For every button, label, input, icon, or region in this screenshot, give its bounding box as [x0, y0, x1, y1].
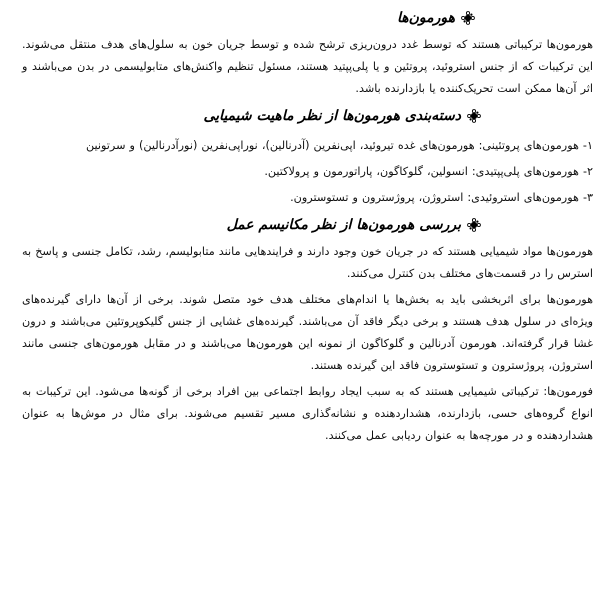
flower-bullet-icon: [467, 109, 481, 123]
paragraph: فورمون‌ها: ترکیباتی شیمیایی هستند که به سبب ایجاد روابط اجتماعی بین افراد برخی از گونه‌ها می‌شود. این ترکیبات به انواع گروه‌های حسی، بازدارنده، هشداردهنده و نشانه‌گذاری مسیر تقسیم می‌شوند. برای مثال در موش‌ها به عنوان هشداردهنده و در مورچه‌ها به عنوان ردیابی عمل می‌کنند.: [22, 385, 593, 442]
section-heading-classification: [22, 104, 593, 128]
paragraph: هورمون‌ها برای اثربخشی باید به بخش‌ها یا اندام‌های مختلف هدف خود متصل شوند. برخی از آن‌ها دارای گیرنده‌های ویژه‌ای در سلول هدف هستند و برخی دیگر فاقد آن می‌باشند. گیرنده‌های غشایی از جنس گلیکوپروتئین می‌باشند و درون غشا قرار گرفته‌اند. هورمون آدرنالین و گلوکاگون از نمونه این هورمون‌ها می‌باشند و در مقابل هورمون‌های جنسی مانند استروژن، پروژسترون و تستوسترون فاقد این گیرنده هستند.: [22, 293, 593, 372]
section-heading-text: هورمون‌ها: [396, 10, 455, 26]
flower-bullet-icon: [461, 11, 475, 25]
paragraph: هورمون‌ها مواد شیمیایی هستند که در جریان خون وجود دارند و فرایندهایی مانند متابولیسم، رشد، تکامل جنسی و پاسخ به استرس را در قسمت‌های مختلف بدن کنترل می‌کنند.: [22, 245, 593, 280]
list-item: ۱- هورمون‌های پروتئینی: هورمون‌های غده تیروئید، اپی‌نفرین (آدرنالین)، نوراپی‌نفرین (نورآدرنالین) و سرتونین: [86, 139, 593, 152]
list-item: ۳- هورمون‌های استروئیدی: استروژن، پروژسترون و تستوسترون.: [290, 191, 593, 204]
section-heading-text: بررسی هورمون‌ها از نظر مکانیسم عمل: [226, 217, 461, 233]
flower-bullet-icon: [467, 218, 481, 232]
section-heading-text: دسته‌بندی هورمون‌ها از نظر ماهیت شیمیایی: [203, 108, 461, 124]
paragraph: هورمون‌ها ترکیباتی هستند که توسط غدد درون‌ریزی ترشح شده و توسط جریان خون به سلول‌های هدف منتقل می‌شوند. این ترکیبات که از جنس استروئید، پروتئین و یا پلی‌پپتید هستند، مسئول تنظیم واکنش‌های متابولیسمی در بدن می‌باشند و اثر آن‌ها ممکن است تحریک‌کننده یا بازدارنده باشد.: [22, 38, 593, 95]
section-heading-mechanism: [22, 213, 593, 237]
list-item: ۲- هورمون‌های پلی‌پپتیدی: انسولین، گلوکاگون، پاراتورمون و پرولاکتین.: [264, 165, 593, 178]
section-heading-hormones: [22, 6, 593, 30]
